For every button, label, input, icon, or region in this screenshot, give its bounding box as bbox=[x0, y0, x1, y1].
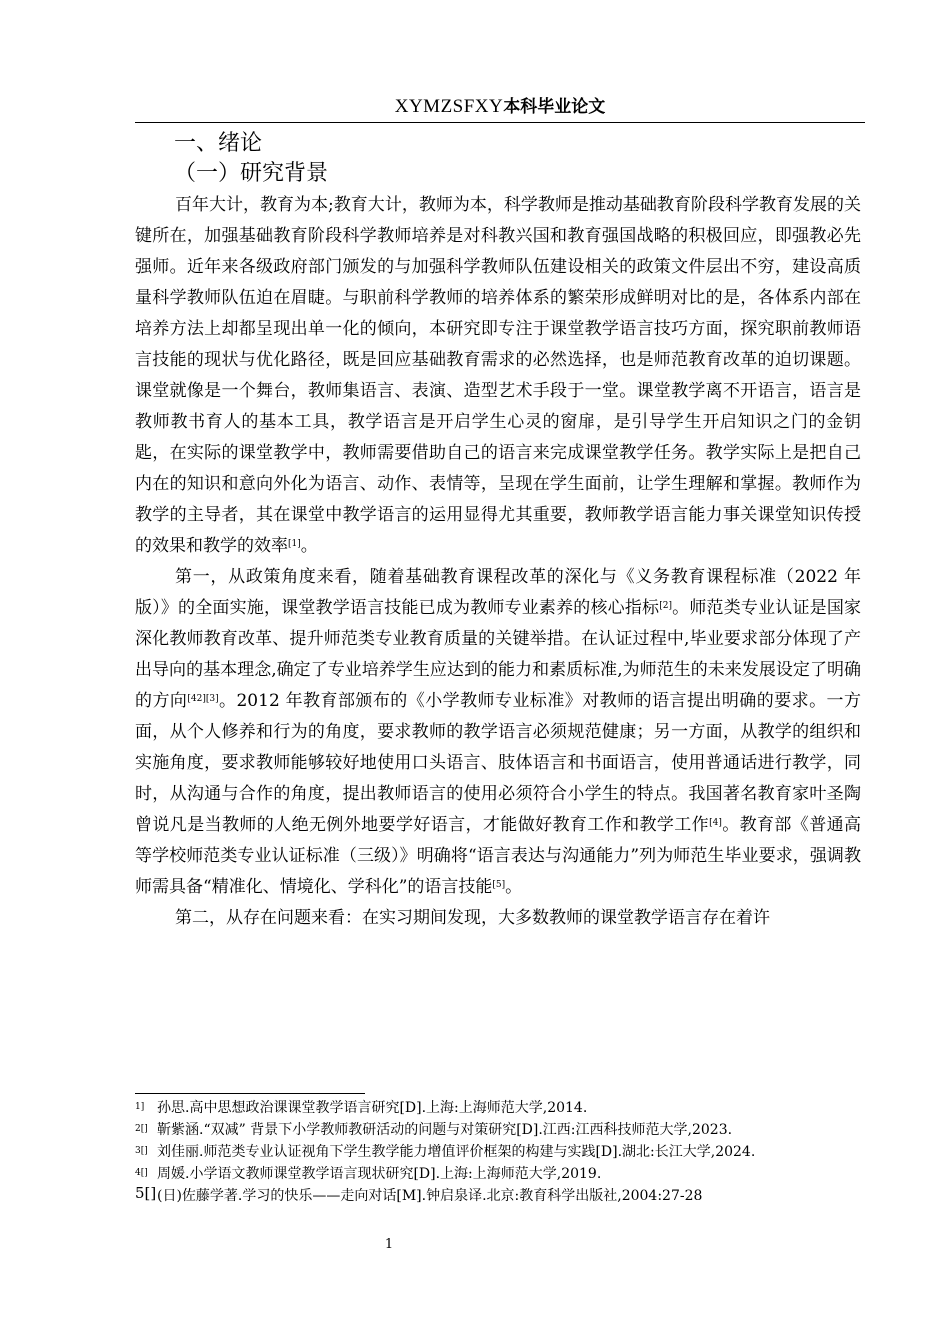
footnotes bbox=[135, 1098, 861, 1208]
footnote-text: 孙思.高中思想政治课课堂教学语言研究[D].上海:上海师范大学,2014. bbox=[157, 1100, 588, 1116]
citation-ref: [4] bbox=[709, 818, 722, 828]
footnote-text: (日)佐藤学著.学习的快乐——走向对话[M].钟启泉译.北京:教育科学出版社,2004:27-28 bbox=[157, 1188, 703, 1204]
footnote-mark: 2[] bbox=[135, 1124, 148, 1134]
paragraph-problems: 第二，从存在问题来看：在实习期间发现，大多数教师的课堂教学语言存在着许 bbox=[175, 908, 770, 928]
header-rule bbox=[135, 122, 865, 123]
footnote bbox=[135, 1164, 861, 1184]
citation-ref: [42][3] bbox=[187, 694, 219, 704]
header-title: 本科毕业论文 bbox=[503, 97, 606, 117]
chapter-heading: 一、绪论 bbox=[174, 131, 263, 156]
page-number: 1 bbox=[384, 1237, 394, 1252]
footnote-mark: 1] bbox=[135, 1102, 145, 1112]
paragraph-policy: 第一，从政策角度来看，随着基础教育课程改革的深化与《义务教育课程标准（2022 年版）》的全面实施，课堂教学语言技能已成为教师专业素养的核心指标[2]。师范类专业认证是国家深化教师教育改革、提升师范类专业教育质量的关键举措。在认证过程中,毕业要求部分体现了产出导向的基本理念,确定了专业培养学生应达到的能力和素质标准,为师范生的未来发展设定了明确的方向[42][3]。2012 年教育部颁布的《小学教师专业标准》对教师的语言提出明确的要求。一方面，从个人修养和行为的角度，要求教师的教学语言必须规范健康；另一方面，从教学的组织和实施角度，要求教师能够较好地使用口头语言、肢体语言和书面语言，使用普通话进行教学，同时，从沟通与合作的角度，提出教师语言的使用必须符合小学生的特点。我国著名教育家叶圣陶曾说凡是当教师的人绝无例外地要学好语言，才能做好教育工作和教学工作[4]。教育部《普通高等学校师范类专业认证标准（三级）》明确将“语言表达与沟通能力”列为师范生毕业要求，强调教师需具备“精准化、情境化、学科化”的语言技能[5]。 bbox=[135, 567, 862, 897]
footnote bbox=[135, 1098, 861, 1118]
footnote-mark: 3[] bbox=[135, 1146, 148, 1156]
paragraph-background: 百年大计，教育为本;教育大计，教师为本，科学教师是推动基础教育阶段科学教育发展的关键所在，加强基础教育阶段科学教师培养是对科教兴国和教育强国战略的积极回应，即强教必先强师。近年来各级政府部门颁发的与加强科学教师队伍建设相关的政策文件层出不穷，建设高质量科学教师队伍迫在眉睫。与职前科学教师的培养体系的繁荣形成鲜明对比的是，各体系内部在培养方法上却都呈现出单一化的倾向，本研究即专注于课堂教学语言技巧方面，探究职前教师语言技能的现状与优化路径，既是回应基础教育需求的必然选择，也是师范教育改革的迫切课题。课堂就像是一个舞台，教师集语言、表演、造型艺术手段于一堂。课堂教学离不开语言，语言是教师教书育人的基本工具，教学语言是开启学生心灵的窗扉，是引导学生开启知识之门的金钥匙，在实际的课堂教学中，教师需要借助自己的语言来完成课堂教学任务。教学实际上是把自己内在的知识和意向外化为语言、动作、表情等，呈现在学生面前，让学生理解和掌握。教师作为教学的主导者，其在课堂中教学语言的运用显得尤其重要，教师教学语言能力事关课堂知识传授的效果和教学的效率[1]。 bbox=[135, 195, 861, 556]
footnote bbox=[135, 1120, 861, 1140]
footnote bbox=[135, 1142, 861, 1162]
footnote-mark: 4[] bbox=[135, 1168, 148, 1178]
body-text bbox=[135, 190, 861, 934]
footnote bbox=[135, 1186, 861, 1206]
footnote-text: 刘佳丽.师范类专业认证视角下学生教学能力增值评价框架的构建与实践[D].湖北:长江大学,2024. bbox=[157, 1144, 756, 1160]
section-heading: （一）研究背景 bbox=[174, 161, 329, 186]
footnote-text: 靳紫涵.“双减” 背景下小学教师教研活动的问题与对策研究[D].江西:江西科技师范大学,2023. bbox=[157, 1122, 733, 1138]
footnote-text: 周媛.小学语文教师课堂教学语言现状研究[D].上海:上海师范大学,2019. bbox=[157, 1166, 602, 1182]
citation-ref: [1] bbox=[288, 539, 301, 549]
running-header bbox=[135, 92, 865, 121]
footnote-mark: 5[] bbox=[135, 1184, 157, 1202]
header-school-code: XYMZSFXY bbox=[394, 96, 504, 117]
citation-ref: [5] bbox=[492, 880, 506, 890]
citation-ref: [2] bbox=[659, 601, 672, 611]
footnote-separator bbox=[135, 1093, 365, 1094]
